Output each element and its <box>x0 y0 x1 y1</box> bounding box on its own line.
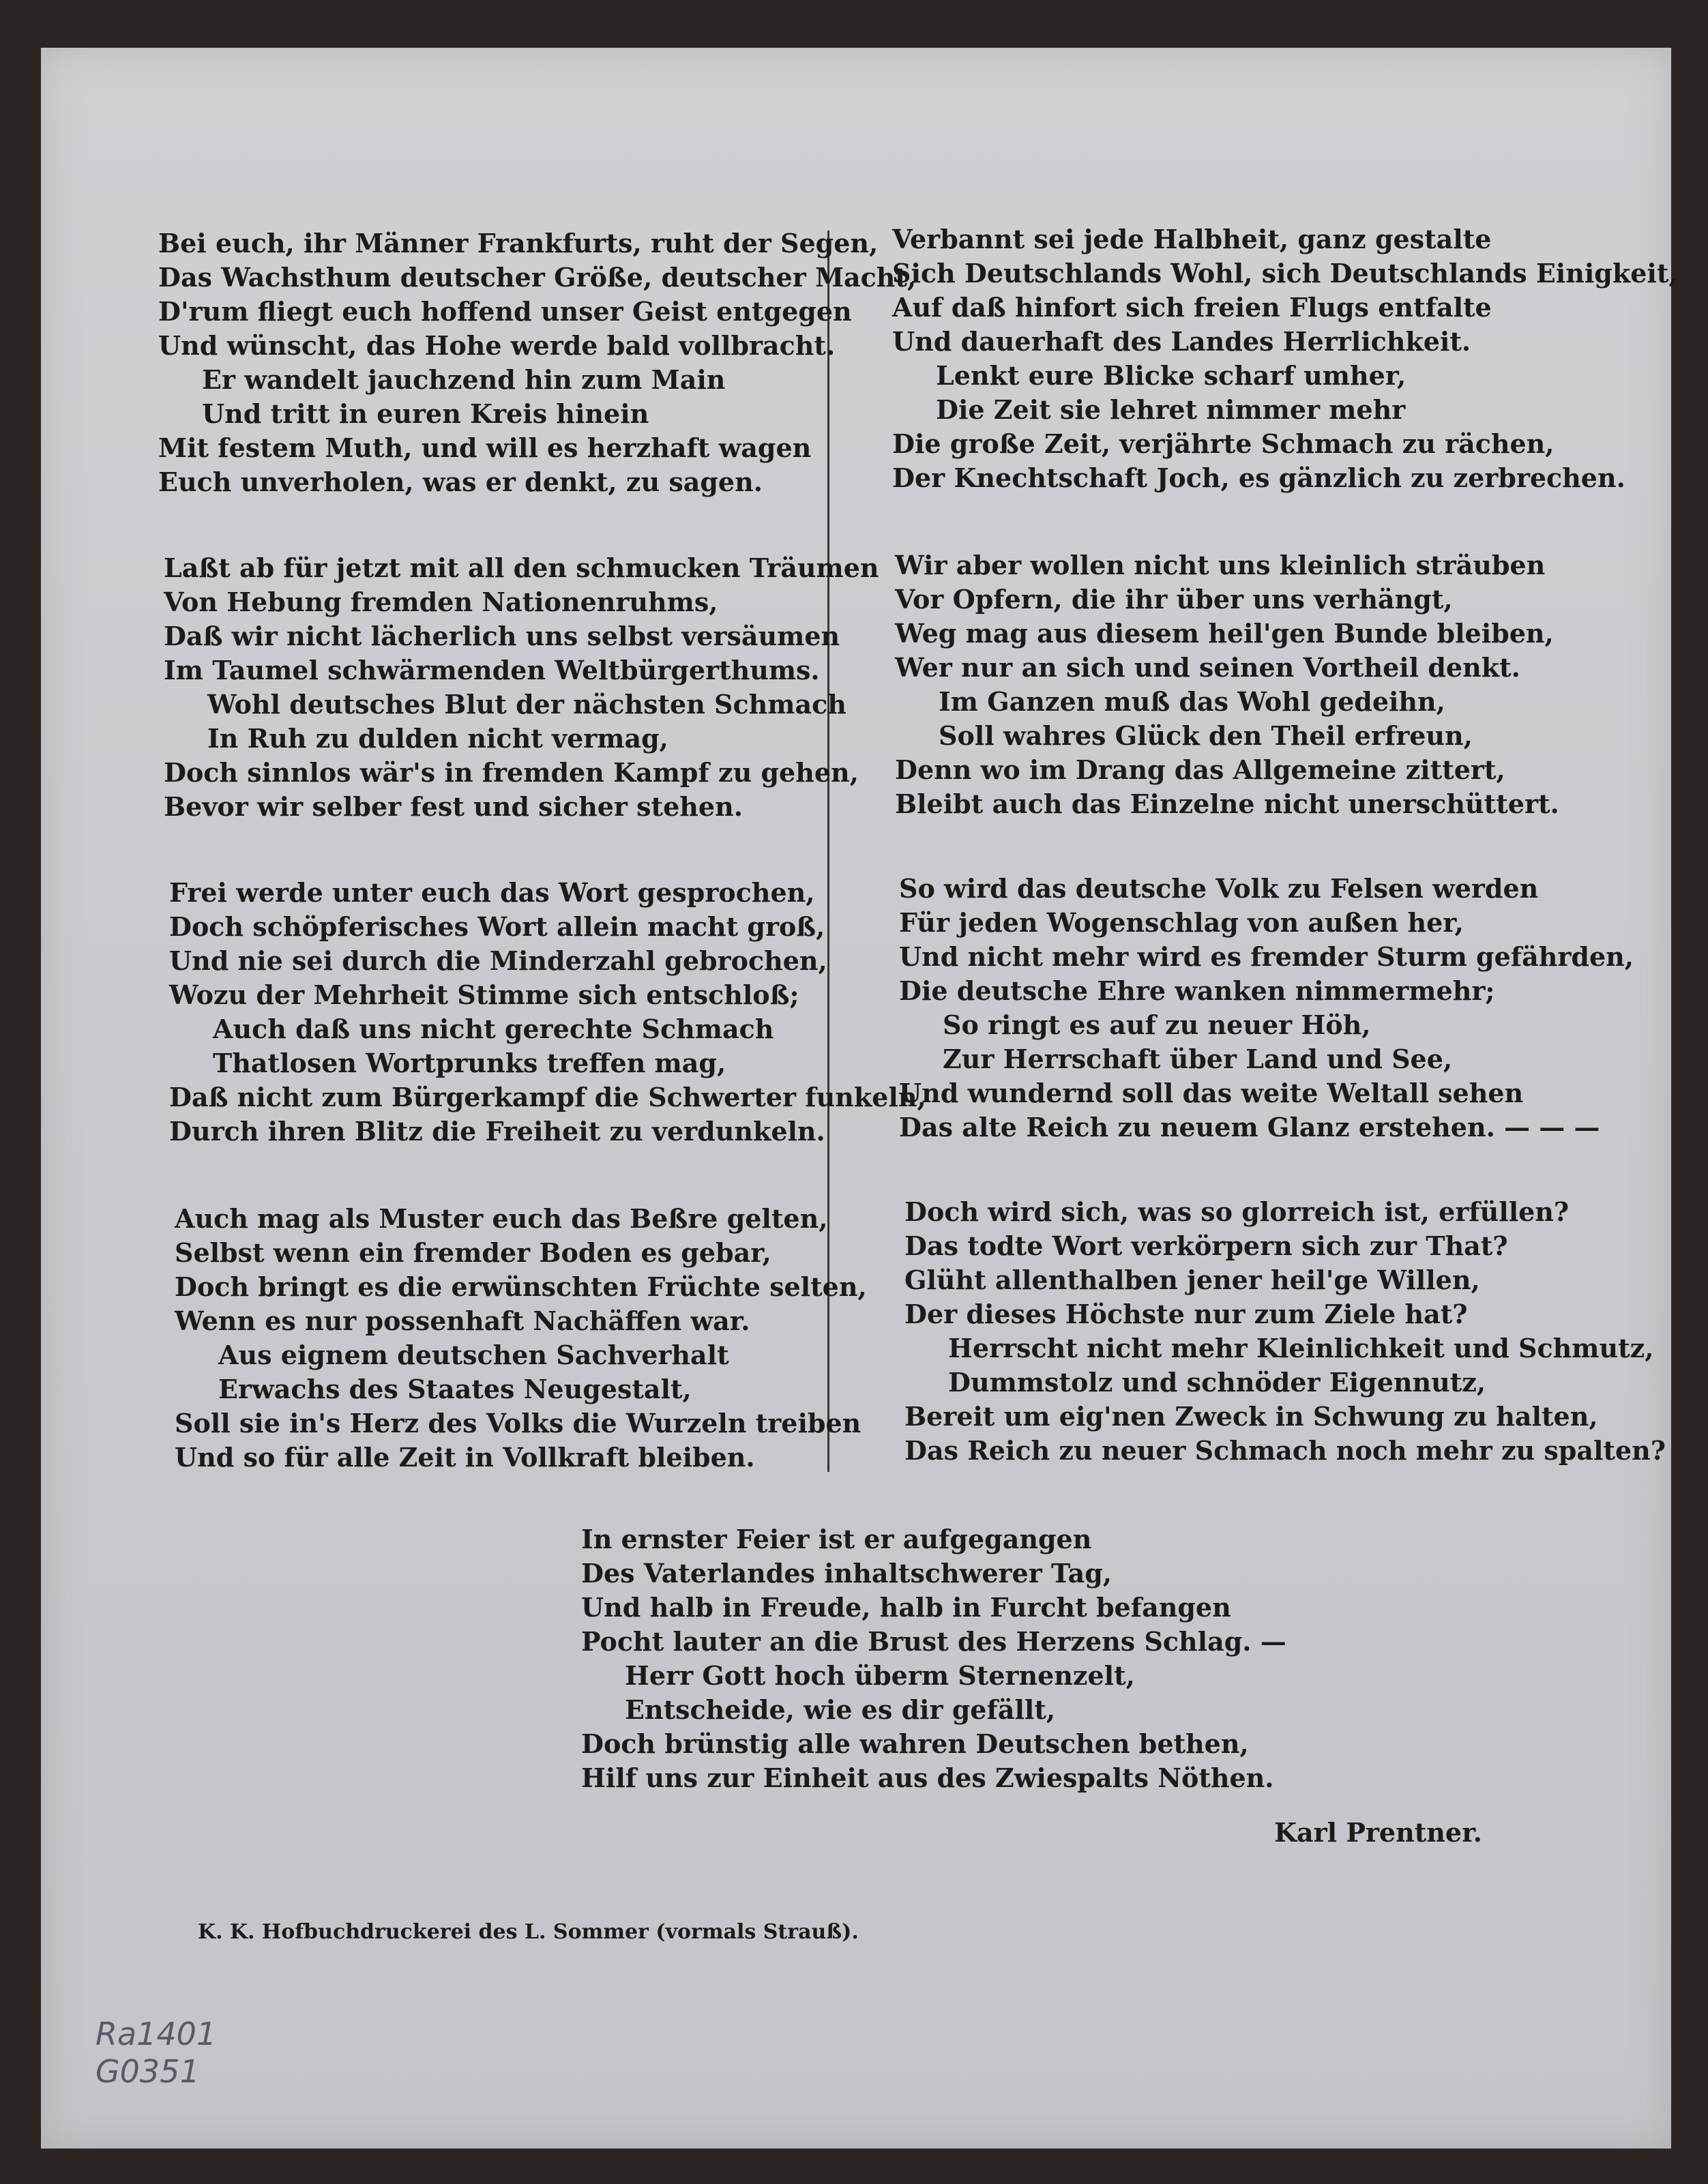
stanza-right-4 <box>904 1195 1666 1468</box>
verse-line: Pocht lauter an die Brust des Herzens Schlag. — <box>581 1626 1286 1657</box>
verse-line: Soll sie in's Herz des Volks die Wurzeln treiben <box>175 1408 862 1438</box>
verse-line: Erwachs des Staates Neugestalt, <box>218 1374 692 1404</box>
verse-line: Laßt ab für jetzt mit all den schmucken Träumen <box>164 552 879 583</box>
verse-line: Im Ganzen muß das Wohl gedeihn, <box>939 686 1445 717</box>
verse-line: Und nie sei durch die Minderzahl gebrochen, <box>169 945 827 976</box>
verse-line: Mit festem Muth, und will es herzhaft wagen <box>158 432 812 463</box>
verse-line: Und nicht mehr wird es fremder Sturm gefährden, <box>899 941 1634 972</box>
verse-line: Durch ihren Blitz die Freiheit zu verdunkeln. <box>169 1116 825 1147</box>
verse-line: Die große Zeit, verjährte Schmach zu rächen, <box>892 428 1555 459</box>
verse-line: Herr Gott hoch überm Sternenzelt, <box>625 1660 1135 1691</box>
stanza-left-2 <box>164 551 879 824</box>
verse-line: So ringt es auf zu neuer Höh, <box>943 1009 1371 1040</box>
stanza-right-2 <box>895 548 1559 821</box>
stanza-closing <box>581 1522 1286 1795</box>
stanza-left-1 <box>158 226 916 499</box>
verse-line: Im Taumel schwärmenden Weltbürgerthums. <box>164 655 820 685</box>
verse-line: Doch sinnlos wär's in fremden Kampf zu gehen, <box>164 757 859 788</box>
verse-line: Herrscht nicht mehr Kleinlichkeit und Schmutz, <box>948 1333 1654 1363</box>
stanza-left-3 <box>169 876 926 1149</box>
verse-line: Die deutsche Ehre wanken nimmermehr; <box>899 975 1495 1006</box>
verse-line: Das alte Reich zu neuem Glanz erstehen. — — — <box>899 1112 1600 1142</box>
verse-line: Aus eignem deutschen Sachverhalt <box>218 1340 729 1370</box>
verse-line: Und wünscht, das Hohe werde bald vollbracht. <box>158 330 836 361</box>
verse-line: Selbst wenn ein fremder Boden es gebar, <box>175 1237 771 1268</box>
verse-line: Zur Herrschaft über Land und See, <box>943 1044 1453 1074</box>
verse-line: Glüht allenthalben jener heil'ge Willen, <box>904 1265 1480 1295</box>
verse-line: Wohl deutsches Blut der nächsten Schmach <box>207 689 846 720</box>
verse-line: Thatlosen Wortprunks treffen mag, <box>213 1048 726 1078</box>
verse-line: Das Reich zu neuer Schmach noch mehr zu spalten? <box>904 1435 1666 1466</box>
verse-line: Für jeden Wogenschlag von außen her, <box>899 907 1464 938</box>
verse-line: Er wandelt jauchzend hin zum Main <box>202 364 726 395</box>
verse-line: Lenkt eure Blicke scharf umher, <box>936 360 1407 391</box>
verse-line: Und so für alle Zeit in Vollkraft bleiben. <box>175 1442 755 1473</box>
verse-line: Auch mag als Muster euch das Beßre gelten, <box>175 1203 828 1234</box>
verse-line: D'rum fliegt euch hoffend unser Geist entgegen <box>158 296 852 327</box>
verse-line: Denn wo im Drang das Allgemeine zittert, <box>895 754 1505 785</box>
printer-imprint: K. K. Hofbuchdruckerei des L. Sommer (vormals Strauß). <box>198 1920 859 1944</box>
verse-line: Entscheide, wie es dir gefällt, <box>625 1694 1056 1725</box>
verse-line: Bei euch, ihr Männer Frankfurts, ruht der Segen, <box>158 228 879 259</box>
verse-line: Sich Deutschlands Wohl, sich Deutschlands Einigkeit, <box>892 258 1678 289</box>
verse-line: Wer nur an sich und seinen Vortheil denkt. <box>895 652 1520 683</box>
verse-line: Doch brünstig alle wahren Deutschen bethen, <box>581 1728 1249 1759</box>
verse-line: Die Zeit sie lehret nimmer mehr <box>936 394 1406 425</box>
verse-line: Und tritt in euren Kreis hinein <box>202 398 649 429</box>
archive-mark: Ra1401 <box>95 2016 217 2052</box>
verse-line: Verbannt sei jede Halbheit, ganz gestalte <box>892 224 1492 254</box>
verse-line: Frei werde unter euch das Wort gesprochen, <box>169 877 815 908</box>
verse-line: Daß nicht zum Bürgerkampf die Schwerter funkeln, <box>169 1082 926 1112</box>
verse-line: Bereit um eig'nen Zweck in Schwung zu halten, <box>904 1401 1598 1432</box>
verse-line: Von Hebung fremden Nationenruhms, <box>164 587 718 617</box>
verse-line: Der dieses Höchste nur zum Ziele hat? <box>904 1299 1468 1329</box>
verse-line: Der Knechtschaft Joch, es gänzlich zu zerbrechen. <box>892 462 1625 493</box>
verse-line: Wenn es nur possenhaft Nachäffen war. <box>175 1305 750 1336</box>
verse-line: Dummstolz und schnöder Eigennutz, <box>948 1367 1486 1398</box>
verse-line: Auch daß uns nicht gerechte Schmach <box>213 1014 774 1044</box>
verse-line: In ernster Feier ist er aufgegangen <box>581 1524 1092 1554</box>
verse-line: Das Wachsthum deutscher Größe, deutscher Macht, <box>158 262 917 293</box>
archive-mark: G0351 <box>95 2053 200 2090</box>
verse-line: Hilf uns zur Einheit aus des Zwiespalts Nöthen. <box>581 1762 1274 1793</box>
verse-line: Doch bringt es die erwünschten Früchte selten, <box>175 1271 867 1302</box>
stanza-left-4 <box>175 1202 867 1475</box>
verse-line: Auf daß hinfort sich freien Flugs entfalte <box>892 292 1492 323</box>
verse-line: Weg mag aus diesem heil'gen Bunde bleiben, <box>895 618 1554 649</box>
verse-line: Wir aber wollen nicht uns kleinlich sträuben <box>895 550 1546 580</box>
verse-line: Wozu der Mehrheit Stimme sich entschloß; <box>169 979 799 1010</box>
stanza-right-1 <box>892 222 1678 495</box>
verse-line: So wird das deutsche Volk zu Felsen werden <box>899 873 1539 904</box>
verse-line: Des Vaterlandes inhaltschwerer Tag, <box>581 1558 1113 1589</box>
verse-line: Und halb in Freude, halb in Furcht befangen <box>581 1592 1231 1623</box>
verse-line: Soll wahres Glück den Theil erfreun, <box>939 720 1473 751</box>
verse-line: Vor Opfern, die ihr über uns verhängt, <box>895 584 1453 615</box>
author-signature: Karl Prentner. <box>1274 1817 1482 1848</box>
verse-line: Bleibt auch das Einzelne nicht unerschüttert. <box>895 788 1559 819</box>
verse-line: Und dauerhaft des Landes Herrlichkeit. <box>892 326 1471 357</box>
verse-line: In Ruh zu dulden nicht vermag, <box>207 723 668 754</box>
stanza-right-3 <box>899 872 1634 1145</box>
verse-line: Das todte Wort verkörpern sich zur That? <box>904 1230 1508 1261</box>
verse-line: Und wundernd soll das weite Weltall sehen <box>899 1078 1524 1108</box>
verse-line: Doch schöpferisches Wort allein macht groß, <box>169 911 825 942</box>
verse-line: Daß wir nicht lächerlich uns selbst versäumen <box>164 621 840 651</box>
verse-line: Doch wird sich, was so glorreich ist, erfüllen? <box>904 1196 1570 1227</box>
verse-line: Euch unverholen, was er denkt, zu sagen. <box>158 467 763 497</box>
verse-line: Bevor wir selber fest und sicher stehen. <box>164 791 743 822</box>
